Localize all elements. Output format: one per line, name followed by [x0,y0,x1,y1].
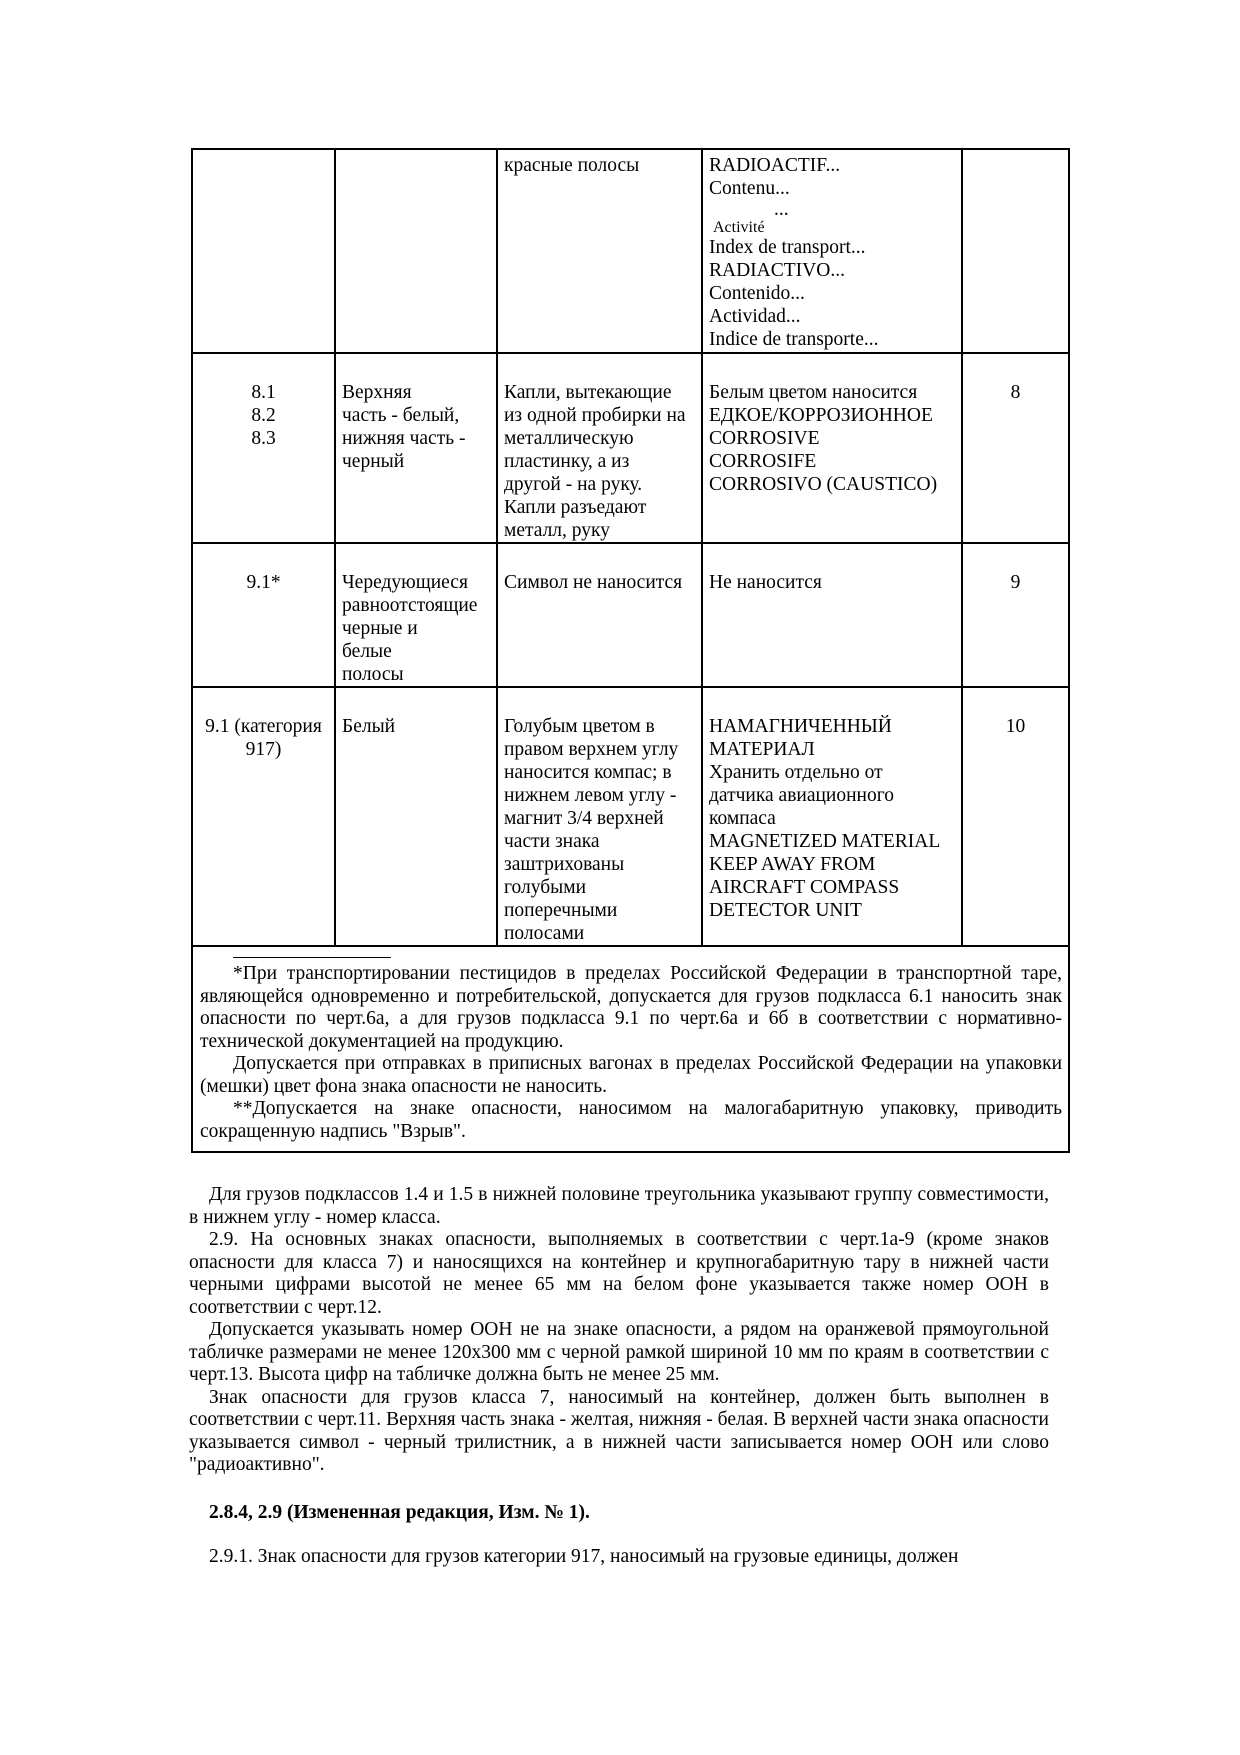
cell-inscription: Не наносится [702,543,962,687]
final-section [189,1546,1049,1569]
paragraph: Знак опасности для грузов класса 7, наносимый на контейнер, должен быть выполнен в соответствии с черт.11. Верхняя часть знака - желтая, нижняя - белая. В верхней части знака опасности указывается символ - черный трилистник, а в нижней части записывается номер ООН или слово "радиоактивно". [189,1386,1049,1475]
cell-symbol: Символ не наносится [497,543,702,687]
paragraph: 2.9. На основных знаках опасности, выполняемых в соответствии с черт.1а-9 (кроме знаков опасности для класса 7) и наносящихся на контейнер и крупногабаритную тару в нижней части черными цифрами высотой не менее 65 мм на белом фоне указывается также номер ООН в соответствии с черт.12. [189,1229,1049,1318]
cell-drawing-number: 10 [962,687,1069,946]
cell-drawing-number: 8 [962,353,1069,543]
cell-symbol: Голубым цветом в правом верхнем углу наносится компас; в нижнем левом углу - магнит 3/4 верхней части знака заштрихованы голубыми поперечными полосами [497,687,702,946]
cell-class: 9.1 (категория 917) [192,687,335,946]
cell-background-color: Белый [335,687,497,946]
footnote: *При транспортировании пестицидов в пределах Российской Федерации в транспортной таре, являющейся одновременно и потребительской, допускается для грузов подкласса 6.1 наносить знак опасности по черт.6а, а для грузов подкласса 9.1 по черт.6а и 6б в соответствии с нормативно-технической документацией на продукцию. [200,963,1062,1052]
cell-background-color: Чередующиеся равноотстоящие черные и белые полосы [335,543,497,687]
amendment-section [189,1502,1049,1525]
table-row [192,149,1069,353]
cell-symbol: Капли, вытекающие из одной пробирки на металлическую пластинку, а из другой - на руку. Капли разъедают металл, руку [497,353,702,543]
body-text [189,1184,1049,1477]
table-row [192,543,1069,687]
cell-symbol: красные полосы [497,149,702,353]
table-footnote-row [192,946,1069,1152]
cell-class [192,149,335,353]
cell-inscription: НАМАГНИЧЕННЫЙ МАТЕРИАЛ Хранить отдельно от датчика авиационного компаса MAGNETIZED MATERIAL KEEP AWAY FROM AIRCRAFT COMPASS DETECTOR UNIT [702,687,962,946]
cell-drawing-number: 9 [962,543,1069,687]
cell-drawing-number [962,149,1069,353]
amendment-note: 2.8.4, 2.9 (Измененная редакция, Изм. № 1). [209,1502,590,1523]
paragraph: Допускается указывать номер ООН не на знаке опасности, а рядом на оранжевой прямоугольной табличке размерами не менее 120х300 мм с черной рамкой шириной 10 мм по краям в соответствии с черт.13. Высота цифр на табличке должна быть не менее 25 мм. [189,1319,1049,1385]
cell-class: 8.1 8.2 8.3 [192,353,335,543]
cell-background-color [335,149,497,353]
footnotes-cell [192,946,1069,1152]
table-row [192,353,1069,543]
footnote-separator [233,957,391,958]
footnote: **Допускается на знаке опасности, наносимом на малогабаритную упаковку, приводить сокращенную надпись "Взрыв". [200,1098,1062,1142]
cell-background-color: Верхняя часть - белый, нижняя часть - черный [335,353,497,543]
paragraph: Для грузов подклассов 1.4 и 1.5 в нижней половине треугольника указывают группу совместимости, в нижнем углу - номер класса. [189,1184,1049,1228]
cell-class: 9.1* [192,543,335,687]
footnote: Допускается при отправках в приписных вагонах в пределах Российской Федерации на упаковки (мешки) цвет фона знака опасности не наносить. [200,1053,1062,1097]
cell-inscription: Белым цветом наносится ЕДКОЕ/КОРРОЗИОННОЕ CORROSIVE CORROSIFE CORROSIVO (CAUSTICO) [702,353,962,543]
paragraph: 2.9.1. Знак опасности для грузов категории 917, наносимый на грузовые единицы, должен [209,1546,959,1567]
hazard-sign-table [191,148,1070,1153]
cell-inscription: RADIOACTIF... Contenu... ... Activité Index de transport... RADIACTIVO... Contenido... Actividad... Indice de transporte... [702,149,962,353]
table-row [192,687,1069,946]
